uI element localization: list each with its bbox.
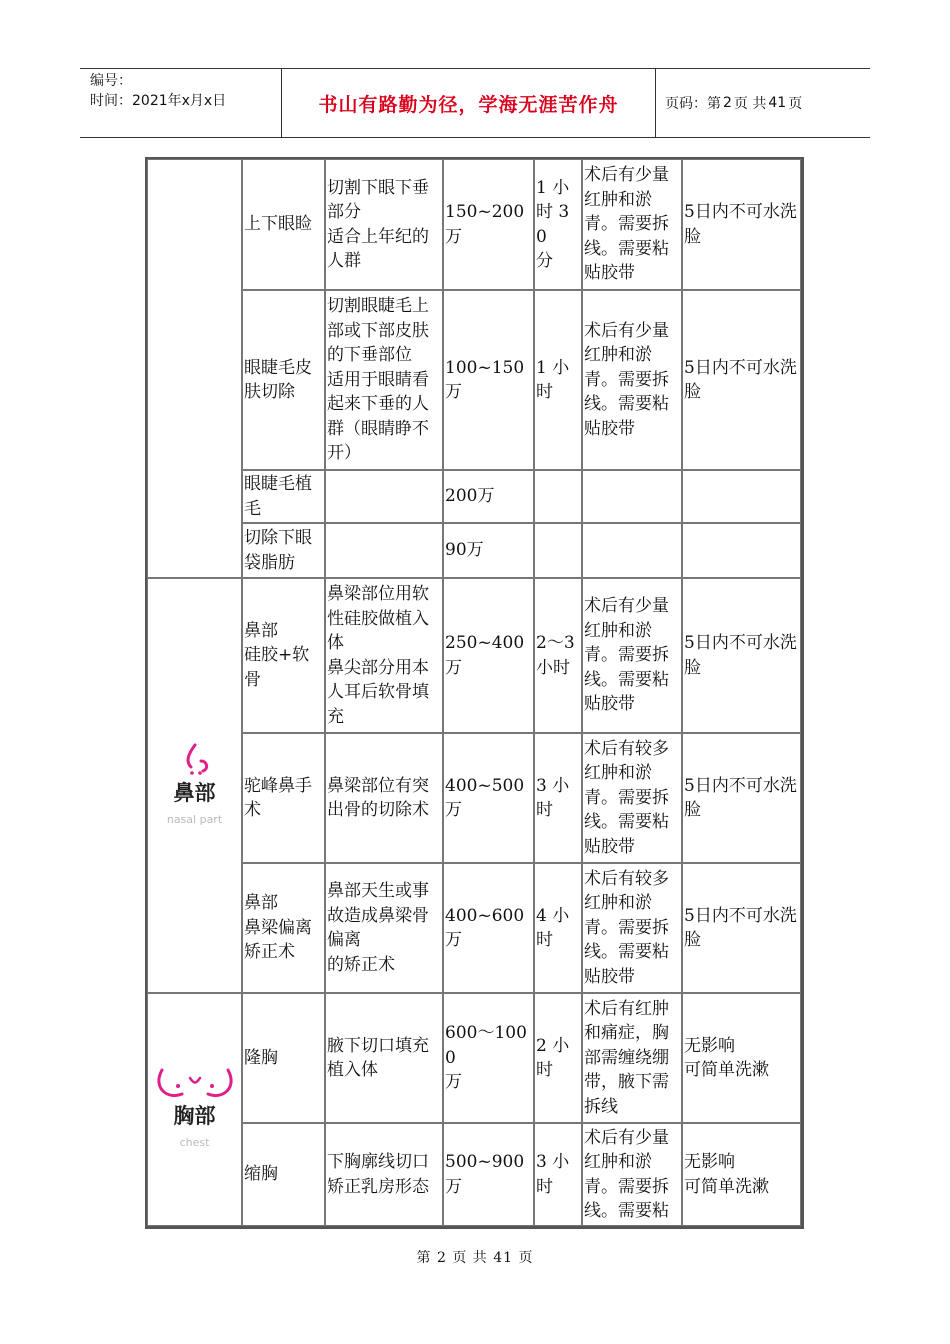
procedure-method: 切割眼睫毛上部或下部皮肤的下垂部位 适用于眼睛看起来下垂的人群（眼睛睁不开） xyxy=(325,290,443,470)
procedure-recovery: 术后有少量红肿和淤青。需要拆线。需要粘贴胶带 xyxy=(582,290,682,470)
procedure-recovery: 术后有较多红肿和淤青。需要拆线。需要粘贴胶带 xyxy=(582,733,682,863)
procedure-method: 切割下眼下垂 部分 适合上年纪的 人群 xyxy=(325,159,443,290)
procedure-price: 400~500 万 xyxy=(443,733,534,863)
footer-page-current: 2 xyxy=(436,1250,447,1266)
procedure-duration: 2 小 时 xyxy=(534,993,582,1123)
procedure-price: 400~600 万 xyxy=(443,863,534,993)
procedure-duration: 2～3 小时 xyxy=(534,578,582,733)
procedure-method: 鼻梁部位用软性硅胶做植入体 鼻尖部分用本人耳后软骨填充 xyxy=(325,578,443,733)
header-meta xyxy=(80,69,282,137)
procedure-price: 500~900 万 xyxy=(443,1123,534,1226)
procedure-recovery xyxy=(582,523,682,578)
procedure-method xyxy=(325,523,443,578)
procedure-price: 600～1000 万 xyxy=(443,993,534,1123)
procedure-duration: 1 小 时 30 分 xyxy=(534,159,582,290)
procedure-name: 切除下眼袋脂肪 xyxy=(242,523,325,578)
category-cell-eye xyxy=(147,159,242,578)
procedure-duration: 4 小 时 xyxy=(534,863,582,993)
procedure-method: 鼻部天生或事故造成鼻梁骨偏离 的矫正术 xyxy=(325,863,443,993)
category-label-nose: 鼻部 xyxy=(173,781,216,805)
procedure-notes: 5日内不可水洗脸 xyxy=(682,578,801,733)
header-motto: 书山有路勤为径，学海无涯苦作舟 xyxy=(282,69,656,137)
table-row xyxy=(147,1123,801,1226)
procedure-duration xyxy=(534,523,582,578)
page-current: 2 xyxy=(723,95,732,111)
procedure-duration: 3 小 时 xyxy=(534,733,582,863)
procedure-price: 150~200 万 xyxy=(443,159,534,290)
number-label: 编号： xyxy=(90,73,132,89)
category-cell-chest xyxy=(147,993,242,1226)
page-header xyxy=(80,68,870,138)
page-mid: 页 共 xyxy=(733,96,767,112)
procedure-recovery: 术后有少量红肿和淤青。需要拆线。需要粘 xyxy=(582,1123,682,1226)
procedure-name: 眼睫毛皮肤切除 xyxy=(242,290,325,470)
footer-post: 页 xyxy=(518,1250,534,1266)
table-row xyxy=(147,993,801,1123)
procedure-price: 200万 xyxy=(443,470,534,523)
category-label-chest-en: chest xyxy=(179,1135,210,1149)
procedure-method: 腋下切口填充植入体 xyxy=(325,993,443,1123)
procedure-notes: 无影响 可简单洗漱 xyxy=(682,1123,801,1226)
table-row xyxy=(147,159,801,290)
footer-pre: 第 xyxy=(416,1250,432,1266)
procedure-method: 下胸廓线切口矫正乳房形态 xyxy=(325,1123,443,1226)
table-row xyxy=(147,578,801,733)
footer-page-total: 41 xyxy=(493,1250,514,1266)
chest-icon xyxy=(150,1064,240,1104)
footer-mid: 页 共 xyxy=(452,1250,488,1266)
table-row xyxy=(147,523,801,578)
procedure-notes: 无影响 可简单洗漱 xyxy=(682,993,801,1123)
procedure-name: 隆胸 xyxy=(242,993,325,1123)
procedure-method: 鼻梁部位有突出骨的切除术 xyxy=(325,733,443,863)
page-footer xyxy=(0,1247,950,1267)
procedure-recovery: 术后有红肿和痛症，胸部需缠绕绷带，腋下需拆线 xyxy=(582,993,682,1123)
procedure-notes: 5日内不可水洗脸 xyxy=(682,290,801,470)
procedure-duration: 1 小 时 xyxy=(534,290,582,470)
nose-icon xyxy=(175,739,215,781)
header-page-info xyxy=(655,69,870,137)
procedure-price: 250~400 万 xyxy=(443,578,534,733)
procedure-duration: 3 小 时 xyxy=(534,1123,582,1226)
procedure-notes xyxy=(682,470,801,523)
table-row xyxy=(147,733,801,863)
procedure-name: 上下眼睑 xyxy=(242,159,325,290)
procedure-notes: 5日内不可水洗脸 xyxy=(682,159,801,290)
procedure-name: 驼峰鼻手术 xyxy=(242,733,325,863)
procedure-recovery: 术后有较多红肿和淤青。需要拆线。需要粘贴胶带 xyxy=(582,863,682,993)
category-cell-nose xyxy=(147,578,242,993)
procedure-recovery: 术后有少量红肿和淤青。需要拆线。需要粘贴胶带 xyxy=(582,159,682,290)
page-total: 41 xyxy=(768,95,787,111)
procedure-notes: 5日内不可水洗脸 xyxy=(682,733,801,863)
procedure-name: 鼻部 鼻梁偏离矫正术 xyxy=(242,863,325,993)
procedure-notes: 5日内不可水洗脸 xyxy=(682,863,801,993)
category-label-nose-en: nasal part xyxy=(166,812,223,826)
procedure-price: 100~150 万 xyxy=(443,290,534,470)
table-row xyxy=(147,290,801,470)
procedure-notes xyxy=(682,523,801,578)
page-suffix: 页 xyxy=(788,96,803,112)
date-label: 时间：2021年x月x日 xyxy=(90,93,227,109)
procedure-name: 缩胸 xyxy=(242,1123,325,1226)
table-row xyxy=(147,863,801,993)
table-row xyxy=(147,470,801,523)
procedure-duration xyxy=(534,470,582,523)
procedure-table xyxy=(145,157,804,1229)
procedure-name: 眼睫毛植毛 xyxy=(242,470,325,523)
page-prefix: 页码：第 xyxy=(665,96,721,112)
procedure-name: 鼻部 硅胶+软骨 xyxy=(242,578,325,733)
procedure-price: 90万 xyxy=(443,523,534,578)
category-label-chest: 胸部 xyxy=(173,1104,216,1128)
procedure-recovery xyxy=(582,470,682,523)
procedure-method xyxy=(325,470,443,523)
procedure-recovery: 术后有少量红肿和淤青。需要拆线。需要粘贴胶带 xyxy=(582,578,682,733)
